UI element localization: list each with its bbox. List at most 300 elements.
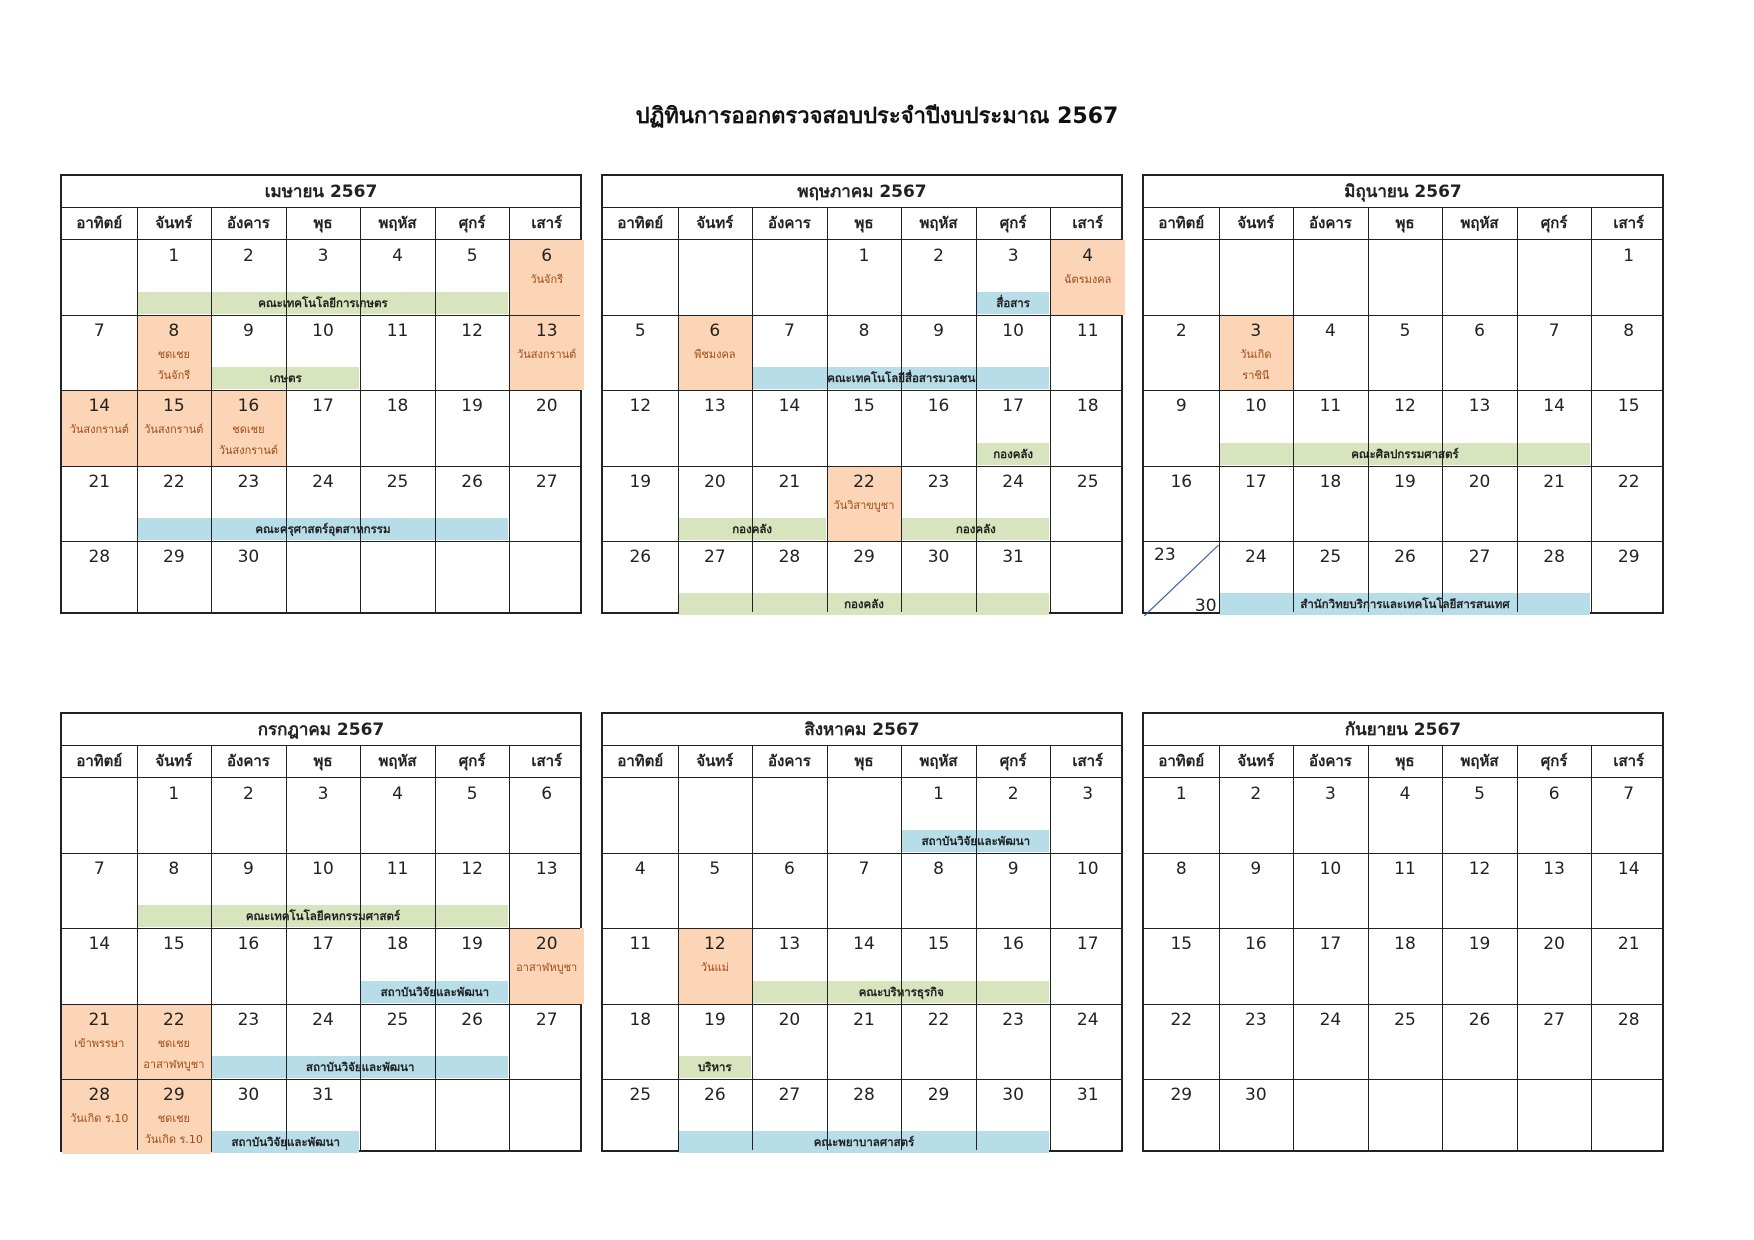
day-number: 17 xyxy=(1076,934,1099,955)
split-day-diagonal xyxy=(1144,541,1219,616)
day-cell xyxy=(137,1079,212,1154)
day-number: 21 xyxy=(88,1009,111,1030)
weekday-label: ศุกร์ xyxy=(458,214,486,232)
weekday-label: พุธ xyxy=(854,752,874,770)
day-number: 10 xyxy=(1319,859,1342,880)
day-number: 25 xyxy=(629,1084,652,1105)
day-number: 7 xyxy=(93,321,105,342)
month-title: เมษายน 2567 xyxy=(62,176,580,208)
weekday-label: ศุกร์ xyxy=(999,214,1027,232)
day-number: 12 xyxy=(1468,859,1491,880)
day-cell xyxy=(603,466,678,541)
holiday-note: ชดเชย xyxy=(232,423,265,437)
day-number: 4 xyxy=(634,859,646,880)
day-number: 8 xyxy=(858,321,870,342)
day-number: 26 xyxy=(461,1009,483,1030)
day-cell xyxy=(1219,1079,1294,1154)
grid-vline xyxy=(827,208,828,612)
day-number: 7 xyxy=(1548,321,1560,342)
day-number: 26 xyxy=(629,546,652,567)
day-cell xyxy=(1517,928,1592,1003)
day-cell xyxy=(1517,1004,1592,1079)
day-cell xyxy=(603,853,678,928)
day-number: 18 xyxy=(629,1009,652,1030)
day-cell xyxy=(1050,390,1125,465)
holiday-note: วันสงกรานต์ xyxy=(69,423,129,437)
day-number: 25 xyxy=(1319,546,1342,567)
weekday-label: เสาร์ xyxy=(531,752,563,770)
day-cell xyxy=(827,853,902,928)
grid-vline xyxy=(1219,746,1220,1150)
day-number: 6 xyxy=(1474,321,1485,342)
day-number: 6 xyxy=(784,859,795,880)
day-number: 24 xyxy=(312,1009,334,1030)
day-cell xyxy=(62,240,137,315)
day-number: 31 xyxy=(1076,1084,1099,1105)
day-cell xyxy=(1591,541,1666,616)
day-number: 11 xyxy=(1319,396,1342,417)
day-number: 30 xyxy=(927,546,950,567)
day-number: 11 xyxy=(386,321,409,342)
day-cell xyxy=(1591,390,1666,465)
day-number: 29 xyxy=(853,546,875,567)
day-number: 30 xyxy=(1002,1084,1024,1105)
day-number: 24 xyxy=(1319,1009,1342,1030)
day-cell xyxy=(1442,240,1517,315)
day-number: 29 xyxy=(163,1084,185,1105)
grid-vline xyxy=(678,746,679,1150)
day-cell xyxy=(137,390,212,465)
grid-vline xyxy=(509,208,510,612)
grid-hline xyxy=(62,315,580,316)
day-cell xyxy=(1368,1004,1443,1079)
day-cell xyxy=(211,390,286,465)
day-cell xyxy=(752,853,827,928)
weekday-label: พุธ xyxy=(313,752,333,770)
grid-hline xyxy=(603,466,1121,467)
day-number: 26 xyxy=(1394,546,1416,567)
weekday-label: อาทิตย์ xyxy=(617,752,664,770)
day-number: 22 xyxy=(927,1009,950,1030)
day-cell xyxy=(1591,466,1666,541)
day-cell xyxy=(137,315,212,390)
day-number: 26 xyxy=(461,471,483,492)
day-cell xyxy=(360,1079,435,1154)
weekday-header xyxy=(603,746,1121,778)
grid-vline xyxy=(1442,746,1443,1150)
day-cell xyxy=(1144,778,1219,853)
grid-vline xyxy=(678,208,679,612)
day-cell xyxy=(1219,1004,1294,1079)
day-number: 14 xyxy=(778,396,801,417)
grid-hline xyxy=(603,928,1121,929)
day-cell xyxy=(509,240,584,315)
day-cell xyxy=(286,778,361,853)
day-number: 1 xyxy=(858,246,870,266)
holiday-note: อาสาฬหบูชา xyxy=(143,1057,205,1071)
day-number: 18 xyxy=(386,396,409,417)
day-number: 14 xyxy=(1617,859,1640,880)
month-title: พฤษภาคม 2567 xyxy=(603,176,1121,208)
audit-schedule-bar: คณะเทคโนโลยีสื่อสารมวลชน xyxy=(753,367,1049,389)
page-title: ปฏิทินการออกตรวจสอบประจำปีงบประมาณ 2567 xyxy=(635,104,1119,129)
grid-vline xyxy=(976,746,977,1150)
day-number: 6 xyxy=(541,246,553,266)
day-number: 9 xyxy=(243,321,254,342)
day-number: 24 xyxy=(1002,471,1024,492)
grid-vline xyxy=(137,208,138,612)
grid-vline xyxy=(1293,208,1294,612)
weekday-label: จันทร์ xyxy=(1237,752,1275,770)
holiday-note: ฉัตรมงคล xyxy=(1064,273,1112,286)
grid-vline xyxy=(435,746,436,1150)
day-number: 4 xyxy=(1325,321,1336,342)
grid-vline xyxy=(752,746,753,1150)
day-number: 20 xyxy=(535,934,558,955)
weekday-label: พุธ xyxy=(313,214,333,232)
day-number: 15 xyxy=(163,396,185,417)
weekday-label: พุธ xyxy=(1395,214,1415,232)
grid-hline xyxy=(62,390,580,391)
day-number: 9 xyxy=(1007,859,1019,880)
grid-vline xyxy=(1442,208,1443,612)
day-cell xyxy=(1144,390,1219,465)
day-number: 17 xyxy=(1245,471,1267,492)
day-number: 10 xyxy=(1076,859,1099,880)
grid-vline xyxy=(1368,746,1369,1150)
day-number: 29 xyxy=(1170,1084,1193,1105)
day-cell xyxy=(1517,1079,1592,1154)
weekday-label: พฤหัส xyxy=(1460,214,1499,232)
day-cell xyxy=(509,315,584,390)
day-number: 23 xyxy=(927,471,950,492)
day-cell xyxy=(509,541,584,616)
day-cell xyxy=(603,928,678,1003)
day-number: 29 xyxy=(927,1084,950,1105)
day-number: 24 xyxy=(1245,546,1267,567)
day-cell xyxy=(211,541,286,616)
weekday-label: อังคาร xyxy=(767,752,811,770)
holiday-note: วันสงกรานต์ xyxy=(218,444,279,458)
day-cell xyxy=(1144,1004,1219,1079)
day-cell xyxy=(678,240,753,315)
day-cell xyxy=(1442,315,1517,390)
weekday-label: อังคาร xyxy=(1308,752,1352,770)
day-number: 10 xyxy=(1245,396,1267,417)
day-cell xyxy=(678,928,753,1003)
day-cell xyxy=(1368,1079,1443,1154)
day-cell xyxy=(1591,778,1666,853)
day-number: 25 xyxy=(1076,471,1099,492)
day-number: 28 xyxy=(88,546,111,567)
holiday-note: อาสาฬหบูชา xyxy=(516,961,578,975)
audit-schedule-bar: กองคลัง xyxy=(679,593,1050,615)
day-number: 9 xyxy=(243,859,254,880)
day-number: 2 xyxy=(1007,784,1019,804)
day-number: 1 xyxy=(1623,246,1635,266)
day-number: 16 xyxy=(237,396,260,417)
day-number: 3 xyxy=(1325,784,1336,804)
weekday-label: เสาร์ xyxy=(1613,752,1645,770)
day-cell xyxy=(286,928,361,1003)
day-number: 3 xyxy=(317,784,329,804)
grid-vline xyxy=(976,208,977,612)
day-number: 15 xyxy=(853,396,875,417)
day-number: 5 xyxy=(1399,321,1411,342)
grid-hline xyxy=(1144,466,1662,467)
day-cell xyxy=(62,466,137,541)
day-number: 24 xyxy=(1076,1009,1099,1030)
day-number: 23 xyxy=(237,1009,260,1030)
grid-vline xyxy=(901,746,902,1150)
weekday-label: จันทร์ xyxy=(155,752,193,770)
day-number: 8 xyxy=(168,321,180,342)
grid-vline xyxy=(435,208,436,612)
day-number: 1 xyxy=(168,246,180,266)
holiday-note: วันจักรี xyxy=(530,273,564,286)
day-cell xyxy=(509,390,584,465)
day-number: 3 xyxy=(1007,246,1019,266)
day-number: 18 xyxy=(1076,396,1099,417)
weekday-label: จันทร์ xyxy=(696,752,734,770)
day-cell xyxy=(1293,466,1368,541)
grid-hline xyxy=(603,390,1121,391)
day-number: 16 xyxy=(1170,471,1193,492)
day-cell xyxy=(752,778,827,853)
day-cell xyxy=(62,928,137,1003)
holiday-note: วันสงกรานต์ xyxy=(517,348,577,362)
weekday-label: ศุกร์ xyxy=(1540,752,1568,770)
month-calendar xyxy=(1142,712,1664,1152)
day-number: 2 xyxy=(243,784,254,804)
day-cell xyxy=(360,315,435,390)
day-cell xyxy=(1050,1079,1125,1154)
day-cell xyxy=(1517,778,1592,853)
day-number: 11 xyxy=(1076,321,1099,342)
day-cell xyxy=(678,778,753,853)
day-number: 8 xyxy=(1175,859,1187,880)
grid-hline xyxy=(1144,1004,1662,1005)
grid-vline xyxy=(1517,208,1518,612)
day-number: 2 xyxy=(933,246,944,266)
grid-hline xyxy=(1144,853,1662,854)
day-number: 12 xyxy=(461,321,483,342)
day-cell xyxy=(1144,541,1219,616)
day-cell xyxy=(678,315,753,390)
day-cell xyxy=(1293,315,1368,390)
day-number: 19 xyxy=(461,396,483,417)
day-cell xyxy=(1050,466,1125,541)
day-cell xyxy=(1442,466,1517,541)
day-number: 22 xyxy=(163,1009,185,1030)
month-calendar xyxy=(601,174,1123,614)
weekday-label: จันทร์ xyxy=(696,214,734,232)
day-cell xyxy=(211,778,286,853)
day-number: 27 xyxy=(778,1084,801,1105)
day-cell xyxy=(1050,778,1125,853)
day-number: 6 xyxy=(709,321,721,342)
day-number: 30 xyxy=(1245,1084,1267,1105)
day-number: 13 xyxy=(1543,859,1565,880)
day-number: 26 xyxy=(704,1084,726,1105)
day-number: 10 xyxy=(312,859,334,880)
day-cell xyxy=(1442,853,1517,928)
day-cell xyxy=(509,1079,584,1154)
grid-hline xyxy=(1144,928,1662,929)
grid-vline xyxy=(211,208,212,612)
weekday-label: เสาร์ xyxy=(1072,752,1104,770)
day-number: 15 xyxy=(1617,396,1640,417)
day-cell xyxy=(901,240,976,315)
day-number: 31 xyxy=(1002,546,1024,567)
day-number: 10 xyxy=(1002,321,1024,342)
day-number: 8 xyxy=(1623,321,1635,342)
day-cell xyxy=(1442,928,1517,1003)
day-number: 15 xyxy=(163,934,185,955)
grid-hline xyxy=(603,1004,1121,1005)
day-number: 5 xyxy=(466,246,478,266)
day-number: 7 xyxy=(858,859,870,880)
audit-schedule-bar: กองคลัง xyxy=(679,518,826,540)
weekday-label: พฤหัส xyxy=(1460,752,1499,770)
holiday-note: พืชมงคล xyxy=(694,348,736,362)
grid-hline xyxy=(62,1004,580,1005)
day-cell xyxy=(603,1079,678,1154)
grid-vline xyxy=(360,208,361,612)
day-number: 1 xyxy=(933,784,944,804)
day-number: 28 xyxy=(853,1084,875,1105)
day-number: 12 xyxy=(704,934,726,955)
audit-schedule-bar: กองคลัง xyxy=(902,518,1049,540)
grid-hline xyxy=(603,315,1121,316)
day-cell xyxy=(603,240,678,315)
day-number: 17 xyxy=(1002,396,1024,417)
day-number: 5 xyxy=(1474,784,1485,804)
grid-hline xyxy=(62,928,580,929)
day-cell xyxy=(1591,853,1666,928)
day-number: 21 xyxy=(88,471,111,492)
day-number: 8 xyxy=(933,859,944,880)
grid-vline xyxy=(211,746,212,1150)
day-number: 1 xyxy=(1175,784,1187,804)
day-cell xyxy=(1219,853,1294,928)
audit-schedule-bar: เกษตร xyxy=(212,367,359,389)
month-calendar xyxy=(60,174,582,614)
day-number: 7 xyxy=(93,859,105,880)
day-number: 16 xyxy=(1002,934,1024,955)
weekday-header xyxy=(1144,746,1662,778)
month-title: มิถุนายน 2567 xyxy=(1144,176,1662,208)
day-cell xyxy=(137,778,212,853)
day-number: 27 xyxy=(1468,546,1491,567)
day-number: 19 xyxy=(461,934,483,955)
audit-schedule-bar: สื่อสาร xyxy=(977,292,1050,314)
day-cell xyxy=(1368,466,1443,541)
day-cell xyxy=(435,1079,510,1154)
day-number: 3 xyxy=(1082,784,1094,804)
day-number: 29 xyxy=(163,546,185,567)
grid-vline xyxy=(827,746,828,1150)
day-cell xyxy=(1517,853,1592,928)
day-cell xyxy=(62,315,137,390)
month-calendar xyxy=(60,712,582,1152)
day-number: 2 xyxy=(1175,321,1187,342)
day-cell xyxy=(360,541,435,616)
audit-schedule-bar: คณะพยาบาลศาสตร์ xyxy=(679,1131,1050,1153)
day-cell xyxy=(509,466,584,541)
day-number: 2 xyxy=(1250,784,1262,804)
day-number: 10 xyxy=(312,321,334,342)
day-cell xyxy=(1591,315,1666,390)
day-number: 19 xyxy=(1468,934,1491,955)
day-number: 1 xyxy=(168,784,180,804)
day-cell xyxy=(1368,853,1443,928)
day-cell xyxy=(1144,928,1219,1003)
day-cell xyxy=(1293,1079,1368,1154)
day-number: 11 xyxy=(386,859,409,880)
day-number: 5 xyxy=(466,784,478,804)
day-number: 12 xyxy=(1394,396,1416,417)
day-number: 20 xyxy=(778,1009,801,1030)
day-cell xyxy=(509,853,584,928)
day-number: 27 xyxy=(535,1009,558,1030)
day-cell xyxy=(1144,315,1219,390)
day-number: 17 xyxy=(312,396,334,417)
grid-hline xyxy=(1144,315,1662,316)
weekday-label: อังคาร xyxy=(767,214,811,232)
audit-schedule-bar: กองคลัง xyxy=(977,443,1050,465)
day-number: 3 xyxy=(317,246,329,266)
day-number: 27 xyxy=(704,546,726,567)
day-cell xyxy=(1050,853,1125,928)
holiday-note: วันเกิด ร.10 xyxy=(144,1132,203,1146)
day-cell xyxy=(1442,1004,1517,1079)
day-cell xyxy=(360,390,435,465)
day-cell xyxy=(435,541,510,616)
holiday-note: วันเกิด xyxy=(1240,348,1272,362)
day-number: 9 xyxy=(1175,396,1187,417)
day-number: 4 xyxy=(1399,784,1411,804)
day-cell xyxy=(827,778,902,853)
day-number: 15 xyxy=(1170,934,1193,955)
grid-vline xyxy=(1591,208,1592,612)
day-cell xyxy=(137,928,212,1003)
day-cell xyxy=(827,240,902,315)
grid-vline xyxy=(1050,746,1051,1150)
weekday-label: จันทร์ xyxy=(155,214,193,232)
day-number: 13 xyxy=(535,859,558,880)
day-number: 12 xyxy=(461,859,483,880)
day-number: 18 xyxy=(386,934,409,955)
weekday-label: อาทิตย์ xyxy=(76,214,123,232)
day-cell xyxy=(360,778,435,853)
day-number: 28 xyxy=(1543,546,1565,567)
day-number: 19 xyxy=(704,1009,726,1030)
day-number: 4 xyxy=(1082,246,1094,266)
day-cell xyxy=(976,853,1051,928)
grid-hline xyxy=(62,466,580,467)
day-cell xyxy=(62,1079,137,1154)
day-cell xyxy=(1591,928,1666,1003)
grid-vline xyxy=(360,746,361,1150)
day-cell xyxy=(752,240,827,315)
day-cell xyxy=(603,541,678,616)
day-cell xyxy=(286,390,361,465)
day-number: 7 xyxy=(1623,784,1635,804)
day-number: 17 xyxy=(1319,934,1342,955)
weekday-label: พฤหัส xyxy=(919,214,958,232)
day-number: 8 xyxy=(168,859,180,880)
